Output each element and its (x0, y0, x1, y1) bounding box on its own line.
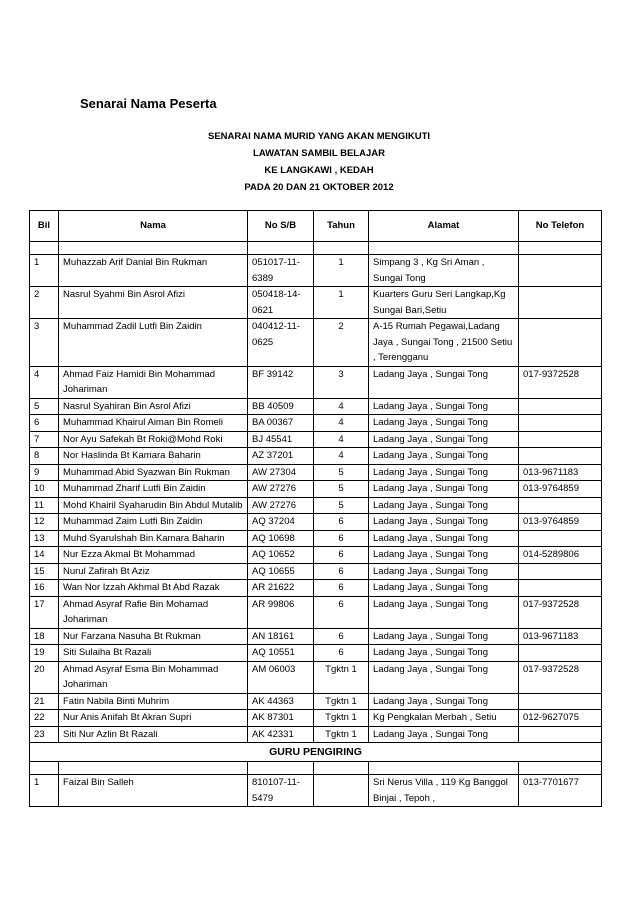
cell-no-sb: AQ 10652 (248, 547, 314, 564)
cell-alamat: Ladang Jaya , Sungai Tong (369, 563, 519, 580)
cell-alamat: Ladang Jaya , Sungai Tong (369, 464, 519, 481)
cell-no-sb: AN 18161 (248, 628, 314, 645)
table-row (30, 547, 602, 564)
cell-alamat: Ladang Jaya , Sungai Tong (369, 661, 519, 693)
cell-no-sb: BB 40509 (248, 398, 314, 415)
cell-bil: 13 (30, 530, 59, 547)
header-bil: Bil (30, 211, 59, 242)
cell-bil: 22 (30, 710, 59, 727)
cell-bil: 7 (30, 431, 59, 448)
cell-bil: 9 (30, 464, 59, 481)
cell-bil: 18 (30, 628, 59, 645)
cell-tahun: 3 (314, 366, 369, 398)
cell-alamat: Sri Nerus Villa , 119 Kg Banggol Binjai , Tepoh , (369, 775, 519, 807)
cell-tahun: 6 (314, 547, 369, 564)
spacer-cell (519, 762, 602, 775)
cell-tahun: 6 (314, 530, 369, 547)
cell-bil: 20 (30, 661, 59, 693)
cell-tahun: 4 (314, 415, 369, 432)
cell-nama: Nasrul Syahiran Bin Asrol Afizi (59, 398, 248, 415)
cell-tahun: 4 (314, 431, 369, 448)
cell-alamat: Ladang Jaya , Sungai Tong (369, 366, 519, 398)
participants-table (29, 210, 602, 807)
table-row (30, 645, 602, 662)
cell-tahun: 5 (314, 481, 369, 498)
cell-nama: Nur Ezza Akmal Bt Mohammad (59, 547, 248, 564)
cell-bil: 11 (30, 497, 59, 514)
spacer-cell (519, 242, 602, 255)
table-row (30, 693, 602, 710)
table-row (30, 448, 602, 465)
cell-no-telefon (519, 287, 602, 319)
cell-no-telefon: 013-9671183 (519, 628, 602, 645)
section-title: GURU PENGIRING (30, 743, 602, 762)
spacer-cell (369, 762, 519, 775)
cell-bil: 12 (30, 514, 59, 531)
table-row (30, 710, 602, 727)
cell-bil: 23 (30, 726, 59, 743)
cell-nama: Nasrul Syahmi Bin Asrol Afizi (59, 287, 248, 319)
cell-no-sb: 810107-11-5479 (248, 775, 314, 807)
cell-alamat: Ladang Jaya , Sungai Tong (369, 580, 519, 597)
cell-no-telefon (519, 431, 602, 448)
cell-nama: Siti Sulaiha Bt Razali (59, 645, 248, 662)
cell-alamat: A-15 Rumah Pegawai,Ladang Jaya , Sungai Tong , 21500 Setiu , Terengganu (369, 319, 519, 367)
cell-nama: Nor Ayu Safekah Bt Roki@Mohd Roki (59, 431, 248, 448)
cell-alamat: Ladang Jaya , Sungai Tong (369, 596, 519, 628)
spacer-row (30, 242, 602, 255)
cell-tahun: 5 (314, 497, 369, 514)
table-row (30, 398, 602, 415)
cell-bil: 2 (30, 287, 59, 319)
cell-alamat: Ladang Jaya , Sungai Tong (369, 628, 519, 645)
cell-nama: Siti Nur Azlin Bt Razali (59, 726, 248, 743)
cell-no-sb: BA 00367 (248, 415, 314, 432)
cell-no-sb: AQ 10551 (248, 645, 314, 662)
cell-bil: 8 (30, 448, 59, 465)
cell-bil: 5 (30, 398, 59, 415)
cell-no-telefon (519, 563, 602, 580)
cell-no-sb: AQ 10655 (248, 563, 314, 580)
cell-no-telefon (519, 398, 602, 415)
cell-tahun: 1 (314, 255, 369, 287)
cell-tahun: 2 (314, 319, 369, 367)
cell-no-telefon (519, 497, 602, 514)
cell-bil: 4 (30, 366, 59, 398)
cell-no-sb: BF 39142 (248, 366, 314, 398)
cell-nama: Muhammad Zaim Lutfi Bin Zaidin (59, 514, 248, 531)
cell-alamat: Ladang Jaya , Sungai Tong (369, 547, 519, 564)
cell-tahun: 6 (314, 563, 369, 580)
table-row (30, 287, 602, 319)
heading-line-1: SENARAI NAMA MURID YANG AKAN MENGIKUTI (207, 131, 431, 142)
teacher-row (30, 775, 602, 807)
cell-alamat: Ladang Jaya , Sungai Tong (369, 726, 519, 743)
header-alamat: Alamat (369, 211, 519, 242)
spacer-cell (59, 762, 248, 775)
spacer-cell (314, 762, 369, 775)
cell-nama: Fatin Nabila Binti Muhrim (59, 693, 248, 710)
cell-no-sb: AR 21622 (248, 580, 314, 597)
cell-no-telefon (519, 319, 602, 367)
cell-alamat: Simpang 3 , Kg Sri Aman , Sungai Tong (369, 255, 519, 287)
table-row (30, 481, 602, 498)
spacer-cell (30, 762, 59, 775)
cell-no-telefon (519, 726, 602, 743)
table-row (30, 514, 602, 531)
cell-no-telefon: 013-9764859 (519, 481, 602, 498)
cell-alamat: Ladang Jaya , Sungai Tong (369, 431, 519, 448)
table-row (30, 431, 602, 448)
cell-bil: 6 (30, 415, 59, 432)
spacer-cell (30, 242, 59, 255)
cell-nama: Ahmad Faiz Hamidi Bin Mohammad Johariman (59, 366, 248, 398)
cell-tahun: 4 (314, 398, 369, 415)
cell-no-sb: AW 27304 (248, 464, 314, 481)
cell-bil: 17 (30, 596, 59, 628)
table-row (30, 580, 602, 597)
cell-bil: 14 (30, 547, 59, 564)
cell-tahun (314, 775, 369, 807)
cell-alamat: Kuarters Guru Seri Langkap,Kg Sungai Bari,Setiu (369, 287, 519, 319)
cell-alamat: Kg Pengkalan Merbah , Setiu (369, 710, 519, 727)
spacer-cell (248, 242, 314, 255)
cell-tahun: Tgktn 1 (314, 726, 369, 743)
spacer-cell (248, 762, 314, 775)
cell-bil: 10 (30, 481, 59, 498)
cell-tahun: Tgktn 1 (314, 693, 369, 710)
cell-tahun: Tgktn 1 (314, 710, 369, 727)
cell-nama: Muhammad Zadil Lutfi Bin Zaidin (59, 319, 248, 367)
cell-alamat: Ladang Jaya , Sungai Tong (369, 481, 519, 498)
cell-tahun: 1 (314, 287, 369, 319)
cell-no-telefon: 017-9372528 (519, 366, 602, 398)
spacer-cell (314, 242, 369, 255)
cell-nama: Muhd Syarulshah Bin Kamara Baharin (59, 530, 248, 547)
cell-nama: Ahmad Asyraf Rafie Bin Mohamad Johariman (59, 596, 248, 628)
cell-no-telefon: 017-9372528 (519, 596, 602, 628)
cell-bil: 1 (30, 775, 59, 807)
cell-no-sb: 050418-14-0621 (248, 287, 314, 319)
heading-line-3: KE LANGKAWI , KEDAH (264, 165, 374, 176)
cell-tahun: 6 (314, 645, 369, 662)
cell-alamat: Ladang Jaya , Sungai Tong (369, 448, 519, 465)
cell-no-telefon: 012-9627075 (519, 710, 602, 727)
cell-nama: Nor Haslinda Bt Kamara Baharin (59, 448, 248, 465)
cell-no-sb: 040412-11-0625 (248, 319, 314, 367)
table-row (30, 255, 602, 287)
spacer-row (30, 762, 602, 775)
cell-no-sb: 051017-11-6389 (248, 255, 314, 287)
cell-no-sb: AR 99806 (248, 596, 314, 628)
cell-nama: Nur Farzana Nasuha Bt Rukman (59, 628, 248, 645)
heading-line-2: LAWATAN SAMBIL BELAJAR (253, 148, 385, 159)
cell-nama: Muhammad Khairul Aiman Bin Romeli (59, 415, 248, 432)
header-tahun: Tahun (314, 211, 369, 242)
table-row (30, 464, 602, 481)
cell-tahun: 6 (314, 628, 369, 645)
section-row (30, 743, 602, 762)
table-row (30, 596, 602, 628)
cell-nama: Muhammad Abid Syazwan Bin Rukman (59, 464, 248, 481)
cell-alamat: Ladang Jaya , Sungai Tong (369, 514, 519, 531)
cell-no-telefon: 017-9372528 (519, 661, 602, 693)
spacer-cell (369, 242, 519, 255)
cell-no-telefon: 013-9671183 (519, 464, 602, 481)
cell-bil: 21 (30, 693, 59, 710)
table-header-row (30, 211, 602, 242)
cell-tahun: 6 (314, 514, 369, 531)
cell-bil: 15 (30, 563, 59, 580)
cell-nama: Mohd Khairil Syaharudin Bin Abdul Mutalib (59, 497, 248, 514)
cell-tahun: 5 (314, 464, 369, 481)
header-nama: Nama (59, 211, 248, 242)
page-title: Senarai Nama Peserta (80, 96, 217, 111)
cell-no-telefon (519, 448, 602, 465)
cell-alamat: Ladang Jaya , Sungai Tong (369, 530, 519, 547)
table-row (30, 563, 602, 580)
header-no-telefon: No Telefon (519, 211, 602, 242)
cell-nama: Nurul Zafirah Bt Aziz (59, 563, 248, 580)
cell-no-sb: AW 27276 (248, 481, 314, 498)
table-row (30, 366, 602, 398)
cell-nama: Muhazzab Arif Danial Bin Rukman (59, 255, 248, 287)
cell-tahun: 6 (314, 580, 369, 597)
cell-bil: 19 (30, 645, 59, 662)
cell-bil: 3 (30, 319, 59, 367)
table-row (30, 530, 602, 547)
cell-no-telefon: 013-7701677 (519, 775, 602, 807)
cell-tahun: Tgktn 1 (314, 661, 369, 693)
cell-alamat: Ladang Jaya , Sungai Tong (369, 497, 519, 514)
cell-alamat: Ladang Jaya , Sungai Tong (369, 415, 519, 432)
cell-no-sb: AK 44363 (248, 693, 314, 710)
cell-no-sb: AQ 37204 (248, 514, 314, 531)
cell-no-telefon: 013-9764859 (519, 514, 602, 531)
table-row (30, 726, 602, 743)
cell-bil: 1 (30, 255, 59, 287)
cell-tahun: 6 (314, 596, 369, 628)
cell-no-telefon: 014-5289806 (519, 547, 602, 564)
cell-alamat: Ladang Jaya , Sungai Tong (369, 693, 519, 710)
cell-no-sb: AK 42331 (248, 726, 314, 743)
cell-no-telefon (519, 255, 602, 287)
header-no-sb: No S/B (248, 211, 314, 242)
cell-no-sb: AZ 37201 (248, 448, 314, 465)
cell-no-telefon (519, 530, 602, 547)
cell-no-sb: AM 06003 (248, 661, 314, 693)
cell-no-telefon (519, 693, 602, 710)
cell-bil: 16 (30, 580, 59, 597)
table-row (30, 319, 602, 367)
cell-no-telefon (519, 645, 602, 662)
table-row (30, 497, 602, 514)
cell-no-sb: AK 87301 (248, 710, 314, 727)
table-row (30, 415, 602, 432)
cell-nama: Wan Nor Izzah Akhmal Bt Abd Razak (59, 580, 248, 597)
cell-alamat: Ladang Jaya , Sungai Tong (369, 398, 519, 415)
cell-nama: Muhammad Zharif Lutfi Bin Zaidin (59, 481, 248, 498)
cell-no-sb: BJ 45541 (248, 431, 314, 448)
cell-nama: Nur Anis Anifah Bt Akran Supri (59, 710, 248, 727)
cell-alamat: Ladang Jaya , Sungai Tong (369, 645, 519, 662)
cell-no-sb: AQ 10698 (248, 530, 314, 547)
spacer-cell (59, 242, 248, 255)
table-row (30, 628, 602, 645)
cell-no-telefon (519, 415, 602, 432)
cell-tahun: 4 (314, 448, 369, 465)
cell-nama: Faizal Bin Salleh (59, 775, 248, 807)
table-row (30, 661, 602, 693)
cell-no-sb: AW 27276 (248, 497, 314, 514)
heading-line-4: PADA 20 DAN 21 OKTOBER 2012 (244, 182, 394, 193)
cell-no-telefon (519, 580, 602, 597)
cell-nama: Ahmad Asyraf Esma Bin Mohammad Johariman (59, 661, 248, 693)
